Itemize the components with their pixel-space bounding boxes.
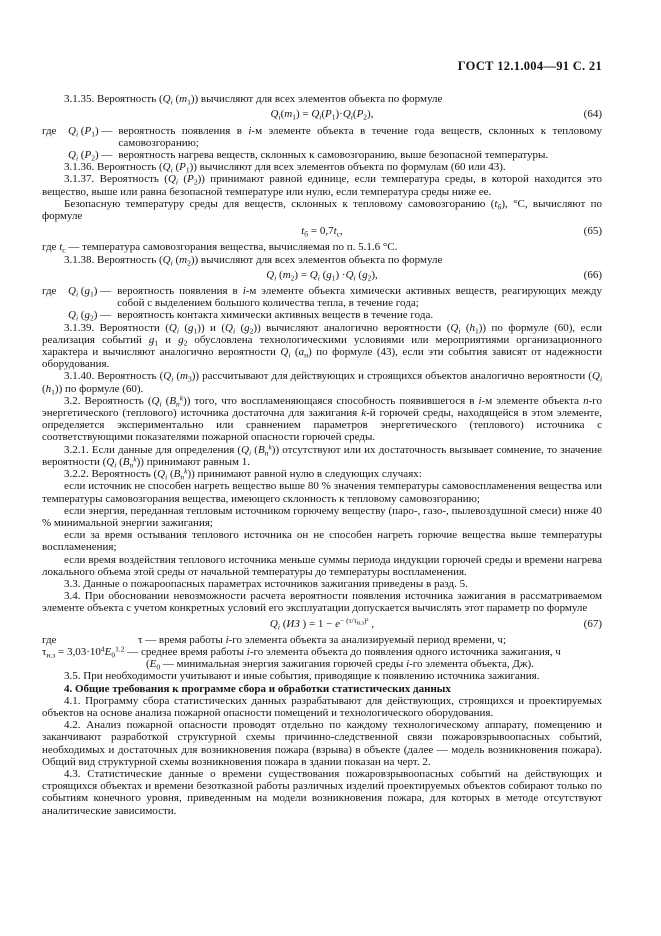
- formula-number: (65): [583, 225, 602, 238]
- formula-expression: $Q_i$ $(m_2) = Q_i$ $(g_1) \cdot Q_i$ $(g_2)$,: [266, 268, 378, 283]
- paragraph: если источник не способен нагреть вещество выше 80 % значения температуры самовоспламенения вещества или температуры самовозгорания вещества, имеющего склонность к тепловому самовозгоранию;: [42, 480, 602, 505]
- formula-66: [42, 269, 602, 281]
- paragraph: 3.1.36. Вероятность ($Q_i$ $(P_1)$) вычисляют для всех элементов объекта по формулам (60 или 43).: [64, 161, 506, 175]
- definition-row: [42, 125, 602, 149]
- definition-where-label: где: [42, 285, 57, 298]
- paragraph: Безопасную температуру среды для веществ, склонных к тепловому самовозгоранию $(t_б)$, °С, вычисляют по формуле: [42, 197, 602, 223]
- document-content: [42, 60, 602, 817]
- paragraph: где $t_с$ — температура самовозгорания вещества, вычисляемая по п. 5.1.6 °С.: [42, 241, 398, 255]
- paragraph: 3.5. При необходимости учитывают и иные события, приводящие к появлению источника зажигания.: [64, 670, 540, 683]
- formula-64: [42, 108, 602, 120]
- formula-expression: $Q_i(m_1) = Q_i(P_1)\cdot Q_i(P_2)$,: [270, 108, 374, 122]
- paragraph: 3.2.1. Если данные для определения ($Q_i$ $(B_n^k)$) отсутствуют или их достаточность вызывает сомнение, то значение вероятности ($Q_i$ $(B_n^k)$) принимают равным 1.: [42, 442, 602, 470]
- paragraph: если время воздействия теплового источника меньше суммы периода индукции горючей среды и времени нагрева локального объема этой среды от начальной температуры до температуры воспламенения.: [42, 553, 602, 578]
- formula-expression: $t_б = 0,7t_с$,: [301, 225, 343, 239]
- definition-term: $Q_i$ $(P_1)$ —: [68, 124, 113, 139]
- formula-67: [42, 618, 602, 630]
- definition-term: $Q_i$ $(g_1)$ —: [68, 285, 112, 299]
- paragraph: 3.2.2. Вероятность ($Q_i$ $(B_n^k)$) принимают равной нулю в следующих случаях:: [64, 466, 422, 482]
- definition-text: вероятность нагрева веществ, склонных к самовозгоранию, выше безопасной температуры.: [118, 149, 549, 162]
- definition-where-label: где: [42, 124, 57, 137]
- definition-where-label: [42, 149, 68, 161]
- paragraph: если энергия, переданная тепловым источником горючему веществу (паро-, газо-, пылевоздушной смеси) ниже 40 % минимальной энергии зажигания;: [42, 504, 602, 529]
- definition-text: вероятность появления в i-м элементе объекта химически активных веществ, реагирующих между собой с выделением большого количества тепла, в течение года;: [117, 285, 602, 310]
- paragraph: 4.1. Программу сбора статистических данных разрабатывают для действующих, строящихся и проектируемых объектов на основе анализа пожарной опасности помещений и технологического оборудования.: [42, 694, 602, 719]
- paragraph: 4.3. Статистические данные о времени существования пожаровзрывоопасных событий на действующих и строящихся объектах и времени безотказной работы различных изделий проектируемых объектов собирают только по событиям конечного уровня, приведенным на модели возникновения пожара, для которых в методе отсутствуют аналитические зависимости.: [42, 767, 602, 817]
- formula-number: (67): [583, 617, 602, 630]
- paragraph: ($E_0$ — минимальная энергия зажигания горючей среды i-го элемента объекта, Дж).: [146, 658, 534, 672]
- section-heading: 4. Общие требования к программе сбора и обработки статистических данных: [64, 682, 451, 695]
- paragraph: 3.1.38. Вероятность ($Q_i$ $(m_2)$) вычисляют для всех элементов объекта по формуле: [64, 253, 443, 268]
- paragraph: 4.2. Анализ пожарной опасности проводят отдельно по каждому технологическому аппарату, помещению и заканчивают разработкой структурной схемы причинно-следственной связи пожаровзрывоопасных событий, необходимых и достаточных для возникновения пожара (взрыва) в объекте (далее — модель возникновения пожара). Общий вид структурной схемы возникновения пожара в здании показан на черт. 2.: [42, 719, 602, 768]
- definition-text: вероятность появления в i-м элементе объекта в течение года веществ, склонных к тепловому самовозгоранию;: [118, 124, 602, 149]
- paragraph: 3.1.37. Вероятность ($Q_i$ $(P_2)$) принимают равной единице, если температура среды, в которой находится это вещество, выше или равна безопасной температуре или нулю, если температура среды ниже ее.: [42, 173, 602, 198]
- paragraph: 3.3. Данные о пожароопасных параметрах источников зажигания приведены в разд. 5.: [64, 577, 468, 590]
- paragraph: 3.1.35. Вероятность ($Q_i$ $(m_1)$) вычисляют для всех элементов объекта по формуле: [64, 93, 443, 107]
- paragraph: 3.4. При обосновании невозможности расчета вероятности появления источника зажигания в рассматриваемом элементе объекта с учетом конкретных условий его эксплуатации допускается вычислять этот параметр по формуле: [42, 590, 602, 615]
- formula-65: [42, 225, 602, 237]
- page-header: ГОСТ 12.1.004—91 С. 21: [457, 59, 602, 73]
- definition-row: [42, 285, 602, 309]
- formula-number: (64): [583, 108, 602, 121]
- definition-term: $Q_i$ $(g_2)$ —: [68, 309, 112, 323]
- paragraph: 3.1.40. Вероятность ($Q_i$ $(m_3)$) рассчитывают для действующих и строящихся объектов аналогично вероятности ($Q_i$ $(h_1)$) по формуле (60).: [42, 370, 603, 397]
- definition-row: [42, 149, 602, 161]
- formula-number: (66): [583, 268, 602, 281]
- paragraph: 3.2. Вероятность ($Q_i$ $(B_n^k)$) того, что воспламеняющаяся способность появившегося в i-м элементе объекта n-го энергетического (теплового) источника достаточна для зажигания k-й горючей среды, находящейся в этом элементе, определяется экспериментально или сравнением параметров энергетического (теплового) источника с соответствующими показателями пожарной опасности горючей среды.: [42, 393, 603, 444]
- document-body: [42, 93, 602, 817]
- formula-expression: $Q_i$ (ИЗ ) = $1 - e^{- (\tau/\tau_{и.з})^2}$ ,: [269, 616, 375, 632]
- definition-term: $Q_i$ $(P_2)$ —: [68, 149, 113, 163]
- paragraph: 3.1.39. Вероятности ($Q_i$ $(g_1)$) и ($Q_i$ $(g_2)$) вычисляют аналогично вероятности ($Q_i$ $(h_1)$) по формуле (60), если реализация событий $g_1$ и $g_2$ обусловлена технологическими условиями или мероприятиями организационного характера и вычисляют аналогично вероятности $Q_i$ $(a_н)$ по формуле (43), если эти события зависят от надежности оборудования.: [42, 321, 602, 371]
- definition-text: вероятность контакта химически активных веществ в течение года.: [117, 309, 434, 322]
- paragraph: где τ — время работы i-го элемента объекта за анализируемый период времени, ч;: [42, 633, 507, 646]
- definition-where-label: [42, 309, 68, 321]
- definition-row: [42, 309, 602, 321]
- where-label: где: [42, 633, 57, 646]
- paragraph: если за время остывания теплового источника он не способен нагреть горючие вещества выше температуры воспламенения;: [42, 529, 602, 554]
- paragraph: $\tau_{и.з} = 3,03\cdot 10^4E_0^{1.2}$ — среднее время работы i-го элемента объекта до появления одного источника зажигания, ч: [42, 644, 561, 660]
